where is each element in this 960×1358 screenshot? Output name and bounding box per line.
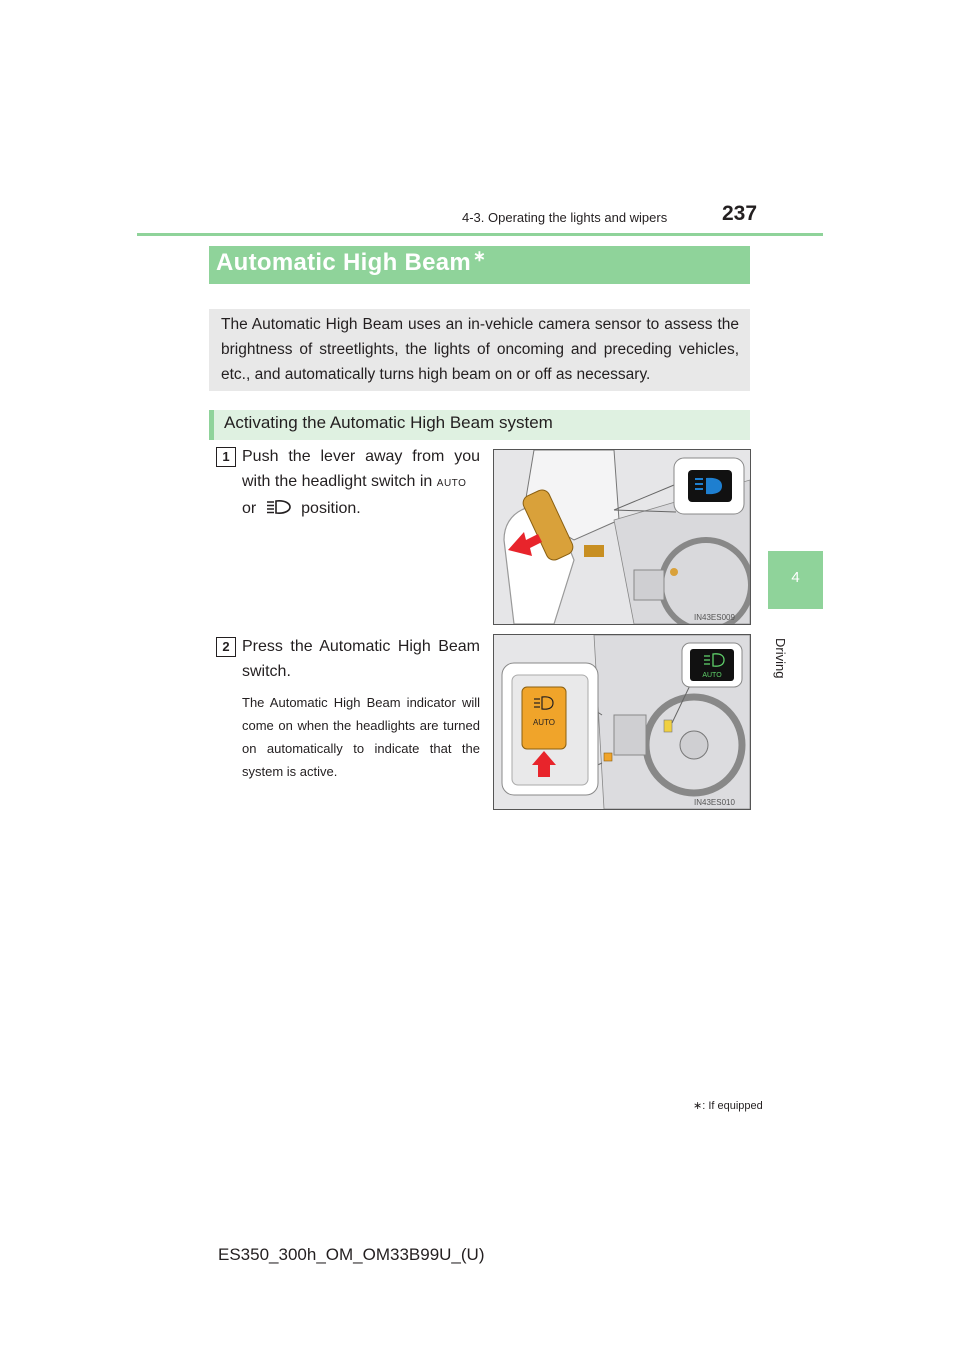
step-1-text-part1: Push the lever away from you with the headlight switch in [242,448,480,490]
step-2-text: Press the Automatic High Beam switch. [242,638,480,680]
switch-auto-label: AUTO [532,718,556,727]
footnote [693,1099,763,1112]
footnote-symbol: ∗ [693,1100,703,1112]
step-2-image-code: IN43ES010 [694,798,735,807]
headlight-icon [264,498,294,516]
auto-switch-icon: AUTO [436,478,467,489]
step-2-note: The Automatic High Beam indicator will come on when the headlights are turned on automatically to indicate that the system is active. [242,695,480,779]
step-1-illustration [493,449,751,625]
if-equipped-asterisk: ∗ [473,248,486,265]
subsection-title: Activating the Automatic High Beam system [224,413,553,432]
step-2-illustration [493,634,751,810]
footnote-text: : If equipped [702,1100,763,1112]
subsection-accent [209,410,214,440]
step-1-image-code: IN43ES009 [694,613,735,622]
lever-illustration [494,450,750,624]
page-title-text: Automatic High Beam [216,249,472,276]
switch-illustration [494,635,750,809]
header-divider [137,233,823,236]
intro-text: The Automatic High Beam uses an in-vehicle camera sensor to assess the brightness of streetlights, the lights of oncoming and preceding vehicles, etc., and automatically turns high beam on or off as necessary. [221,316,739,383]
step-2-number: 2 [216,637,236,657]
page-title [216,249,486,277]
footer-doc-id: ES350_300h_OM_OM33B99U_(U) [218,1245,485,1264]
step-1-text-part3: position. [301,500,361,517]
header-section-title: 4-3. Operating the lights and wipers [462,210,668,225]
step-1-text [242,444,480,521]
page-number: 237 [722,202,758,225]
indicator-auto-label: AUTO [702,672,722,679]
step-1-number: 1 [216,447,236,467]
chapter-label: Driving [773,638,788,679]
step-1-text-part2: or [242,500,257,517]
chapter-number: 4 [791,569,800,586]
